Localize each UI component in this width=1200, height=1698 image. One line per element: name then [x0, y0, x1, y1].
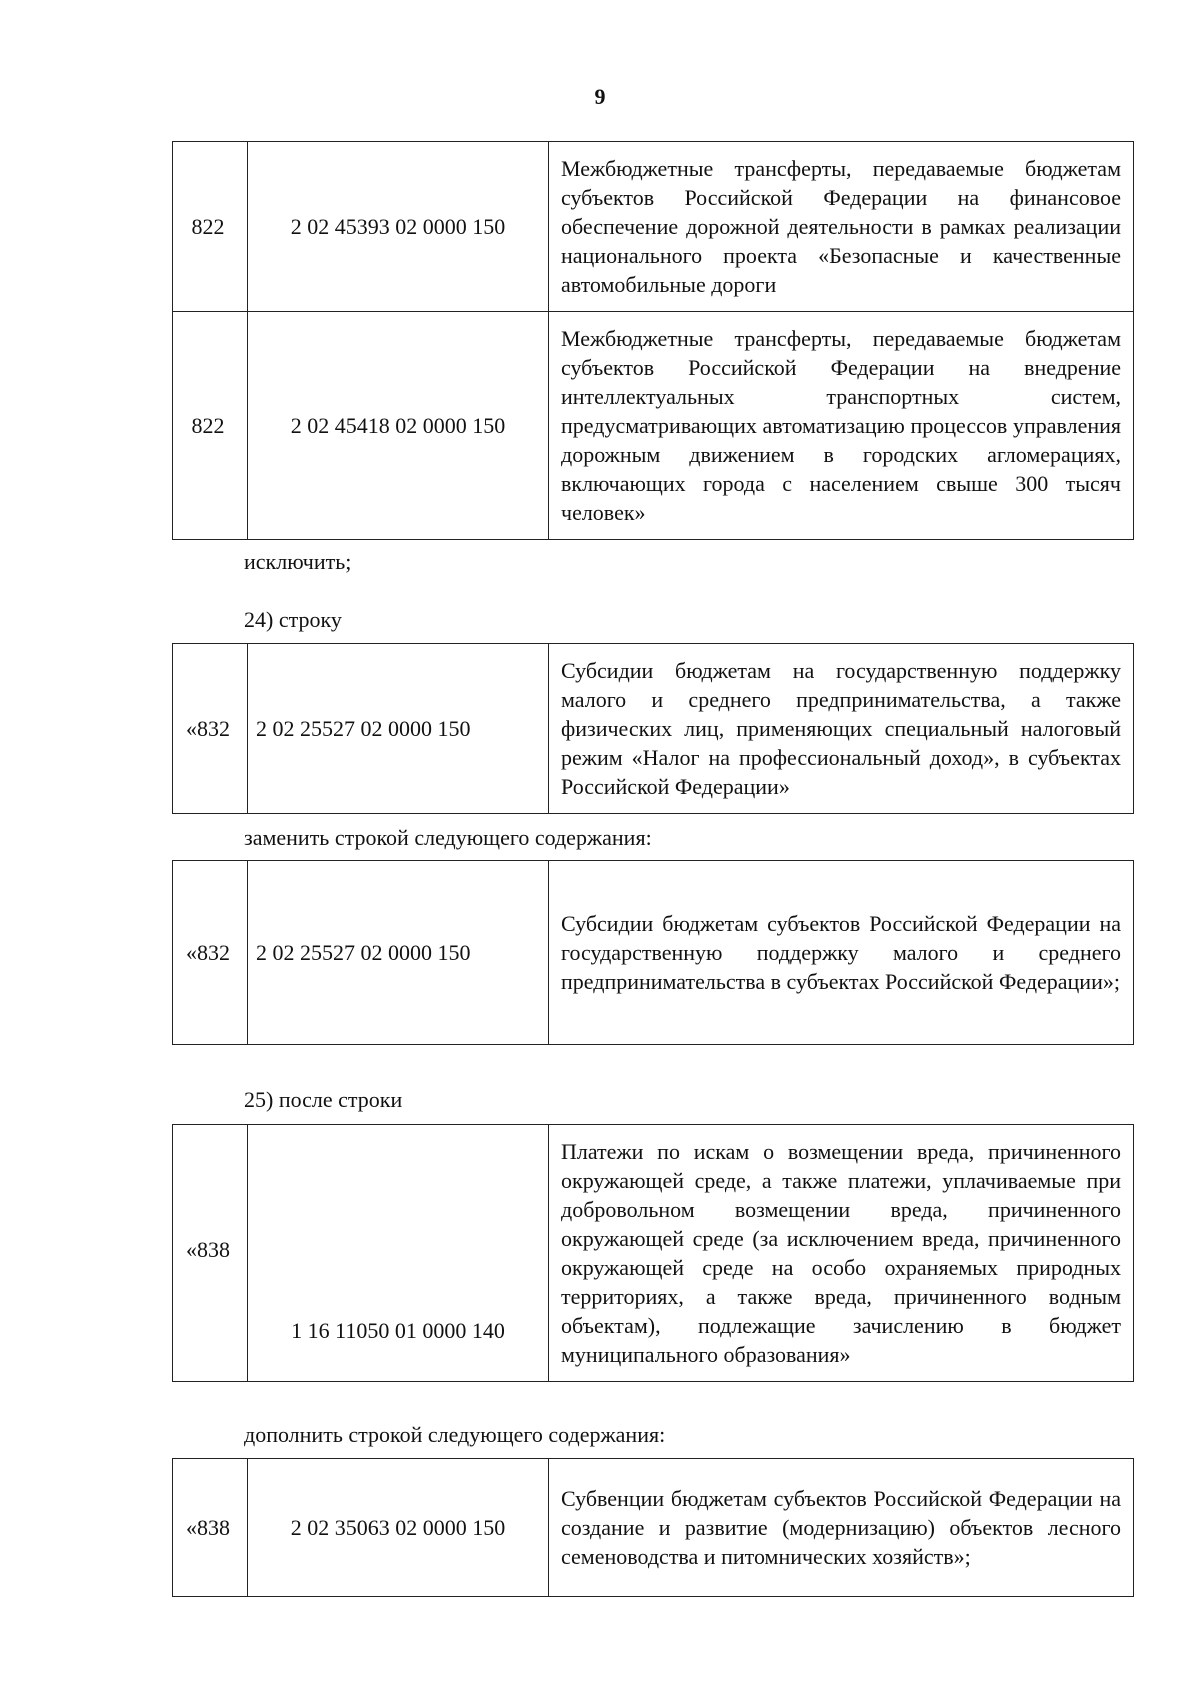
table-new-row-838: [172, 1458, 1134, 1597]
budget-code-cell: [248, 312, 549, 540]
paragraph-exclude: исключить;: [244, 549, 352, 574]
budget-code-cell: [248, 1125, 549, 1382]
admin-code-cell: «838: [173, 1125, 248, 1382]
table-row: [173, 312, 1134, 540]
admin-code-cell: «832: [173, 861, 248, 1045]
budget-code: 2 02 45393 02 0000 150: [290, 214, 506, 239]
table-row: [173, 142, 1134, 312]
description-cell: Субсидии бюджетам субъектов Российской Федерации на государственную поддержку малого и среднего предпринимательства в субъектах Российской Федерации»;: [549, 861, 1134, 1045]
table-new-row-832: [172, 860, 1134, 1045]
admin-code-cell: «838: [173, 1459, 248, 1597]
budget-code: 2 02 45418 02 0000 150: [290, 413, 506, 438]
paragraph-add: дополнить строкой следующего содержания:: [244, 1422, 666, 1447]
budget-code-cell: [248, 1459, 549, 1597]
table-old-row-832: [172, 643, 1134, 814]
budget-code: 2 02 25527 02 0000 150: [256, 940, 471, 965]
table-row: [173, 1125, 1134, 1382]
budget-code-cell: [248, 861, 549, 1045]
description-cell: Межбюджетные трансферты, передаваемые бюджетам субъектов Российской Федерации на финансовое обеспечение дорожной деятельности в рамках реализации национального проекта «Безопасные и качественные автомобильные дороги: [549, 142, 1134, 312]
paragraph-replace: заменить строкой следующего содержания:: [244, 825, 652, 850]
paragraph-item-25: 25) после строки: [244, 1087, 403, 1112]
admin-code-cell: 822: [173, 312, 248, 540]
budget-code: 1 16 11050 01 0000 140: [291, 1318, 505, 1343]
admin-code-cell: 822: [173, 142, 248, 312]
table-row: [173, 861, 1134, 1045]
budget-code-cell: [248, 142, 549, 312]
description-cell: Платежи по искам о возмещении вреда, причиненного окружающей среде, а также платежи, уплачиваемые при добровольном возмещении вреда, причиненного окружающей среде (за исключением вреда, причиненного окружающей среде на особо охраняемых природных территориях, а также вреда, причиненного водным объектам), подлежащие зачислению в бюджет муниципального образования»: [549, 1125, 1134, 1382]
budget-code-cell: [248, 644, 549, 814]
table-row-838-after: [172, 1124, 1134, 1382]
table-excluded-rows: [172, 141, 1134, 540]
paragraph-item-24: 24) строку: [244, 607, 342, 632]
description-cell: Субвенции бюджетам субъектов Российской Федерации на создание и развитие (модернизацию) объектов лесного семеноводства и питомнических хозяйств»;: [549, 1459, 1134, 1597]
admin-code-cell: «832: [173, 644, 248, 814]
description-cell: Межбюджетные трансферты, передаваемые бюджетам субъектов Российской Федерации на внедрение интеллектуальных транспортных систем, предусматривающих автоматизацию процессов управления дорожным движением в городских агломерациях, включающих города с населением свыше 300 тысяч человек»: [549, 312, 1134, 540]
budget-code: 2 02 35063 02 0000 150: [290, 1515, 506, 1540]
table-row: [173, 644, 1134, 814]
budget-code: 2 02 25527 02 0000 150: [256, 716, 471, 741]
page-number: 9: [594, 84, 606, 109]
table-row: [173, 1459, 1134, 1597]
description-cell: Субсидии бюджетам на государственную поддержку малого и среднего предпринимательства, а также физических лиц, применяющих специальный налоговый режим «Налог на профессиональный доход», в субъектах Российской Федерации»: [549, 644, 1134, 814]
